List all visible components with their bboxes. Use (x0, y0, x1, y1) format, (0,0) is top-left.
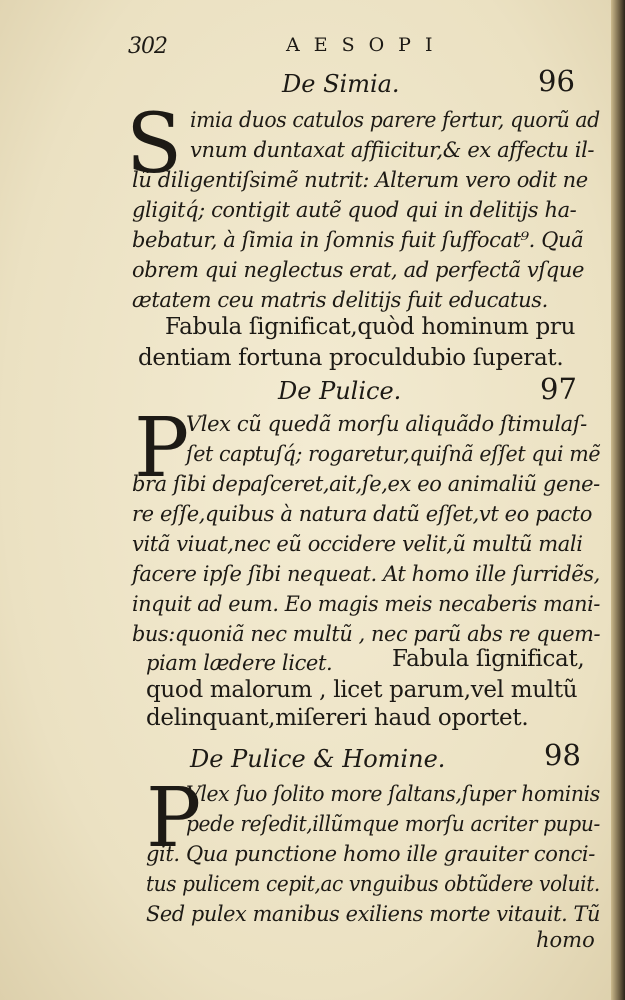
text-line: Vlex ſuo ſolito more ſaltans,ſuper hominis (186, 782, 600, 806)
fable-title: De Pulice. (278, 377, 402, 405)
text-line: ætatem ceu matris delitijs fuit educatus. (132, 288, 548, 312)
text-line: git. Qua punctione homo ille grauiter conci- (146, 842, 595, 866)
text-line: re eſſe,quibus à natura datũ eſſet,vt eo pacto (132, 502, 593, 526)
text-line: vitã viuat,nec eũ occidere velit,ũ multũ mali (132, 532, 583, 556)
text-line: pede reſedit,illũmque morſu acriter pupu- (186, 812, 600, 836)
moral-line: delinquant,miſereri haud oportet. (146, 705, 529, 731)
text-line: bus:quoniã nec multũ , nec parũ abs re quem- (132, 622, 601, 646)
moral-line: quod malorum , licet parum,vel multũ (146, 677, 578, 703)
moral-line: dentiam fortuna proculdubio ſuperat. (138, 345, 564, 371)
fable-number: 97 (540, 372, 577, 406)
text-line: lũ diligentiſsimẽ nutrit: Alterum vero odit ne (132, 168, 588, 192)
text-line: piam lædere licet. (146, 651, 333, 675)
drop-cap: P (146, 771, 202, 866)
moral-line: Fabula ſignificat,quòd hominum pru (165, 314, 576, 340)
text-line: vnum duntaxat affiicitur,& ex affectu il- (190, 138, 595, 162)
text-line: Vlex cũ quedã morſu aliquãdo ſtimulaſ- (186, 412, 587, 436)
text-line: ſet captuſq́; rogaretur,quiſnã eſſet qui mẽ (186, 442, 601, 466)
moral-line: Fabula ſignificat, (392, 646, 585, 672)
text-line: inquit ad eum. Eo magis meis necaberis mani- (132, 592, 600, 616)
fable-title: De Simia. (282, 70, 400, 98)
drop-cap: S (126, 97, 183, 192)
fable-title: De Pulice & Homine. (190, 745, 446, 773)
text-line: bebatur, à ſimia in ſomnis fuit ſuffocat⁹. Quã (132, 228, 584, 252)
text-line: gligitq́; contigit autẽ quod qui in delitijs ha- (132, 198, 577, 222)
text-line: bra ſibi depaſceret,ait,ſe,ex eo animaliũ gene- (132, 472, 600, 496)
page-number: 302 (128, 34, 167, 59)
running-head: AESOPI (286, 34, 447, 56)
text-line: facere ipſe ſibi nequeat. At homo ille ſurridẽs, (132, 562, 600, 586)
text-line: tus pulicem cepit,ac vnguibus obtũdere voluit. (146, 872, 600, 896)
drop-cap: P (134, 401, 190, 496)
text-line: obrem qui neglectus erat, ad perfectã vſque (132, 258, 584, 282)
fable-number: 98 (544, 738, 581, 772)
text-line: imia duos catulos parere fertur, quorũ ad (190, 108, 600, 132)
text-line: Sed pulex manibus exiliens morte vitauit. Tũ (146, 902, 601, 926)
catchword: homo (536, 928, 595, 952)
page-binding-edge (611, 0, 625, 1000)
fable-number: 96 (538, 64, 575, 98)
page-header (128, 34, 588, 60)
